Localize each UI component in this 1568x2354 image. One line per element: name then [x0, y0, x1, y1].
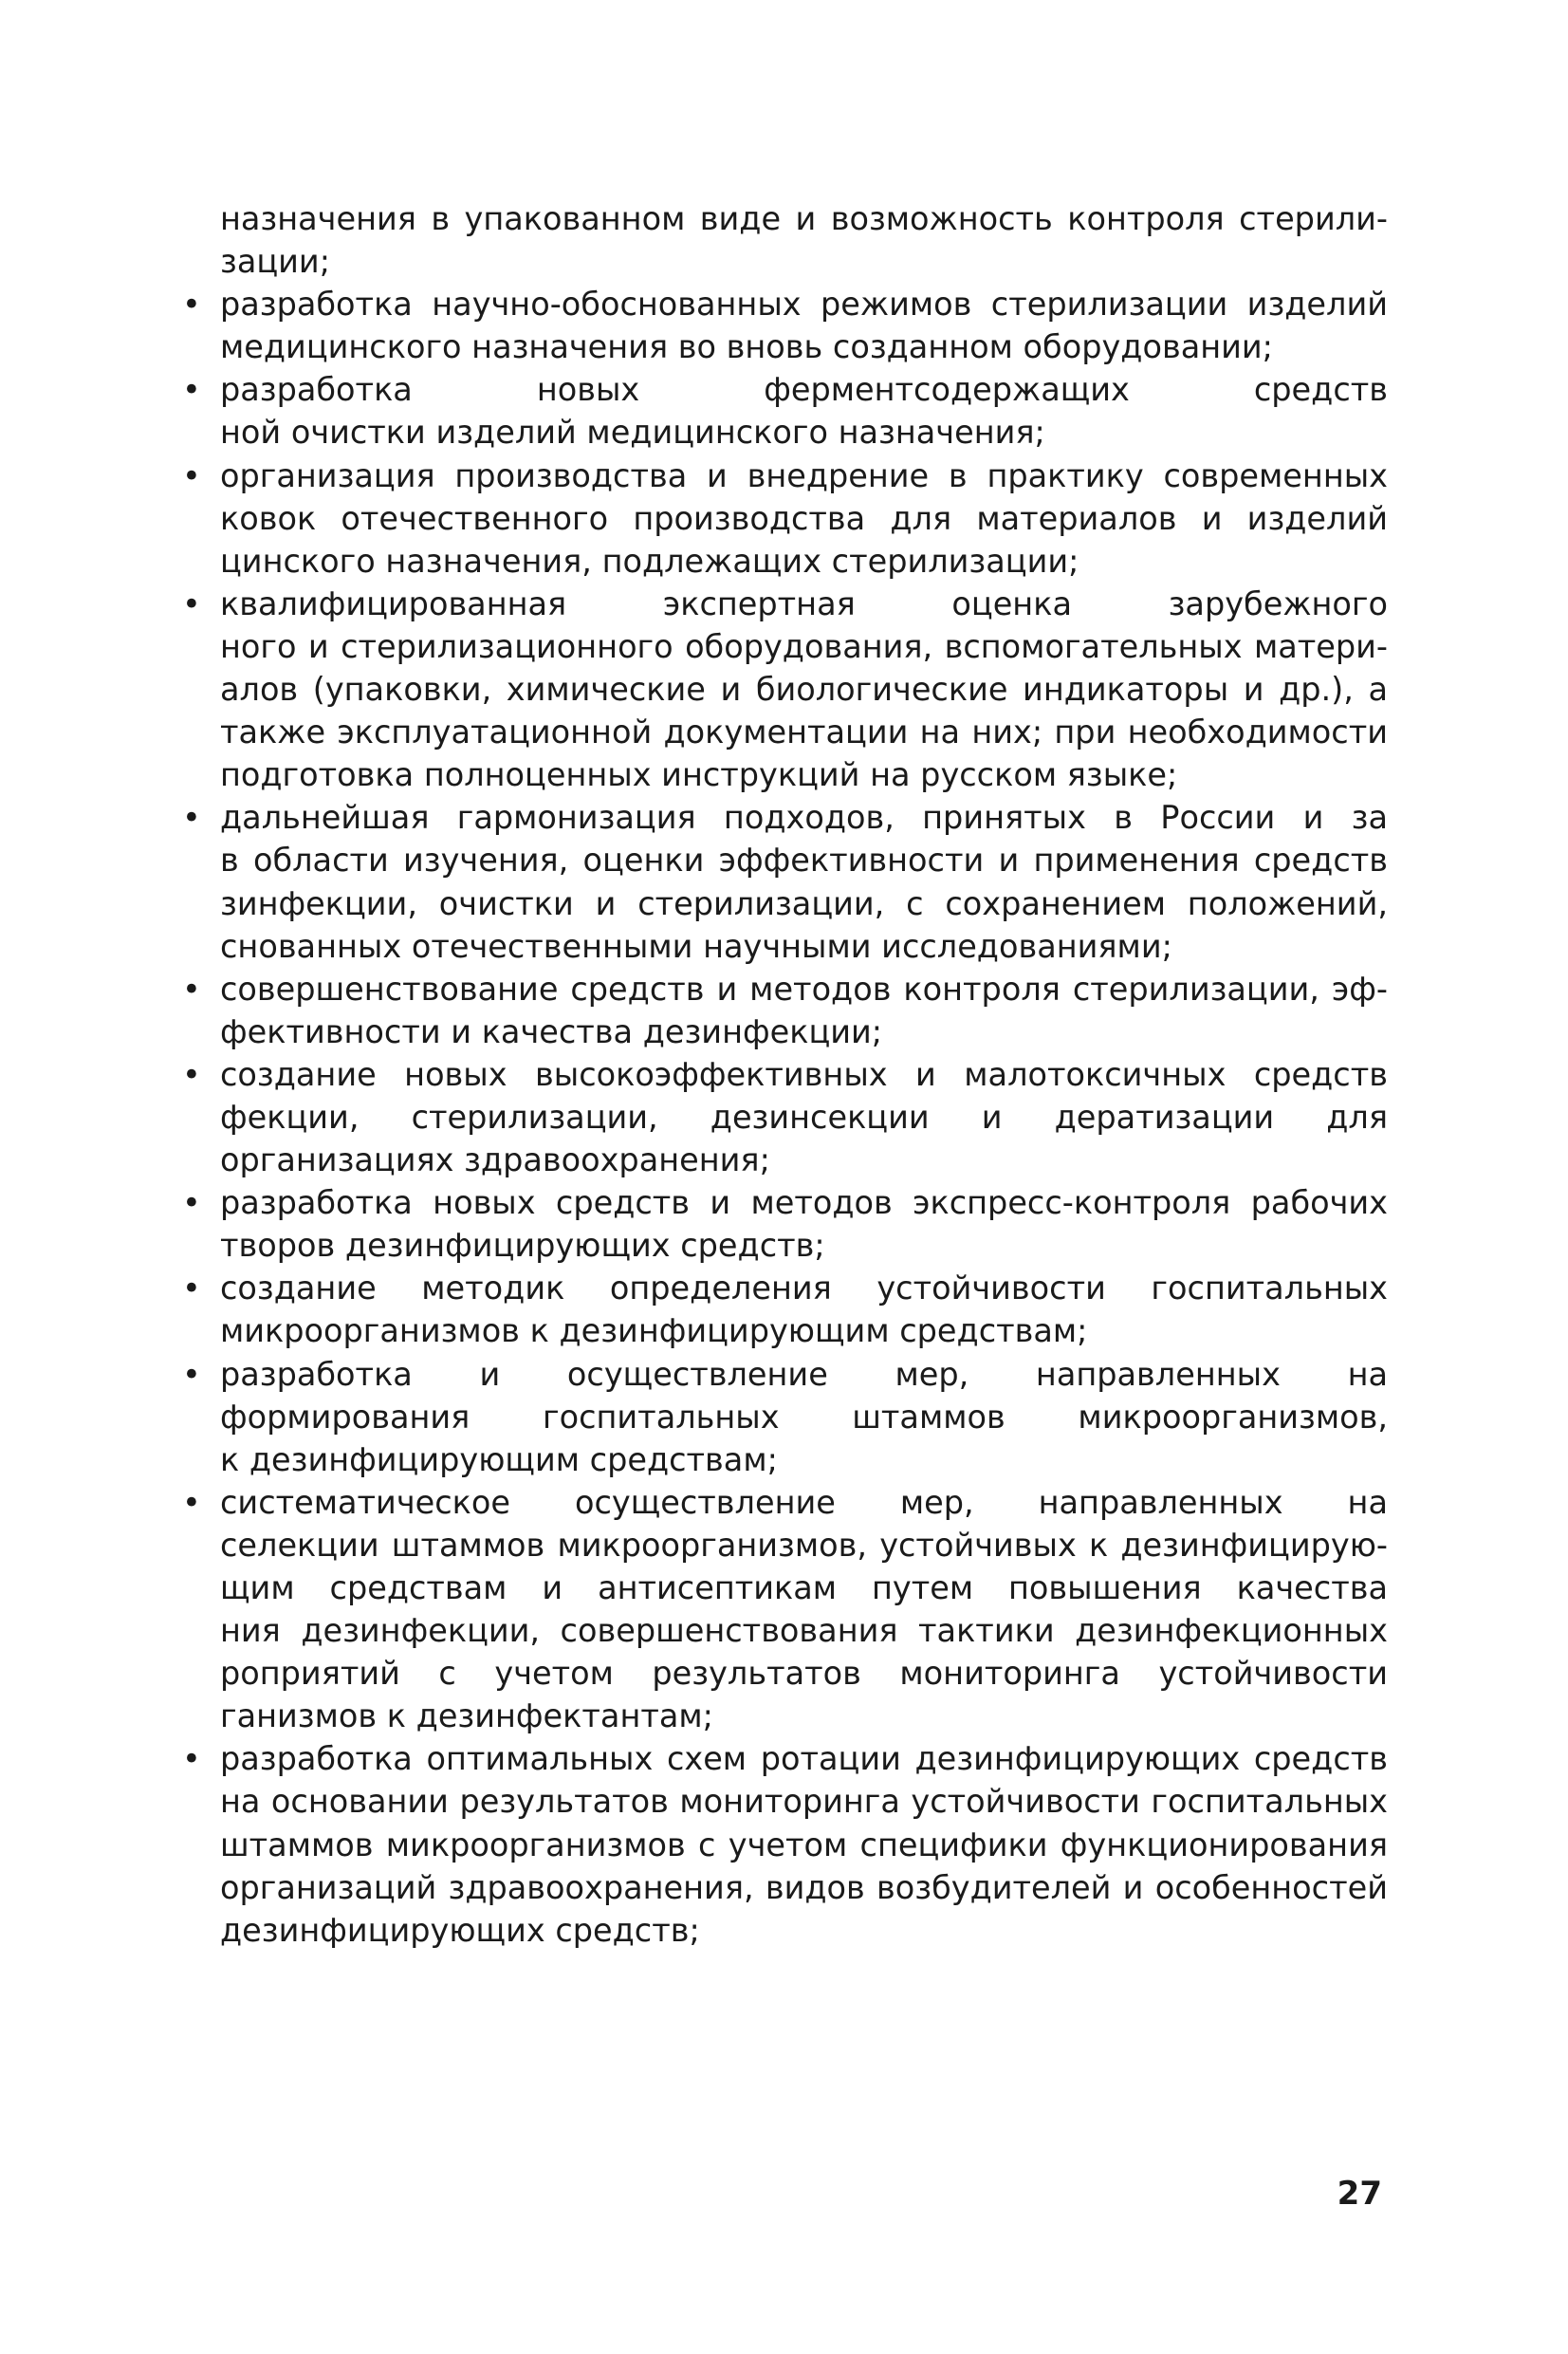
line-text: снованных отечественными научными исследованиями; — [220, 927, 1172, 965]
list-item-first-line — [178, 968, 1388, 1010]
text-line — [178, 1096, 1388, 1139]
bullet-icon: • — [182, 371, 201, 409]
list-item-first-line — [178, 1053, 1388, 1096]
line-text: формирования госпитальных штаммов микроорганизмов, — [220, 1398, 1388, 1436]
bullet-icon: • — [182, 1055, 201, 1093]
text-line — [178, 839, 1388, 881]
text-line — [178, 197, 1388, 240]
text-line — [178, 1139, 1388, 1181]
text-line — [178, 711, 1388, 753]
text-line — [178, 882, 1388, 925]
line-text: алов (упаковки, химические и биологические индикаторы и др.), а — [220, 671, 1388, 709]
line-text: дезинфицирующих средств; — [220, 1911, 700, 1949]
line-text: фекции, стерилизации, дезинсекции и дератизации для — [220, 1098, 1388, 1136]
list-item-first-line — [178, 1181, 1388, 1224]
text-line — [178, 540, 1388, 583]
text-line — [178, 753, 1388, 796]
bullet-icon: • — [182, 456, 201, 494]
line-text: ной очистки изделий медицинского назначения; — [220, 414, 1045, 452]
bullet-icon: • — [182, 286, 201, 324]
line-text: разработка оптимальных схем ротации дезинфицирующих средств — [220, 1740, 1388, 1778]
line-text: фективности и качества дезинфекции; — [220, 1012, 883, 1050]
line-text: совершенствование средств и методов контроля стерилизации, эф- — [220, 970, 1388, 1008]
text-line — [178, 411, 1388, 454]
list-item-first-line — [178, 368, 1388, 411]
text-line — [178, 1224, 1388, 1267]
line-text: создание новых высокоэффективных и малотоксичных средств — [220, 1055, 1388, 1093]
line-text: подготовка полноценных инструкций на русском языке; — [220, 756, 1178, 794]
text-line — [178, 325, 1388, 368]
line-text: организациях здравоохранения; — [220, 1141, 770, 1179]
text-line — [178, 1609, 1388, 1652]
line-text: создание методик определения устойчивости госпитальных — [220, 1270, 1388, 1307]
line-text: роприятий с учетом результатов мониторинга устойчивости — [220, 1655, 1388, 1693]
line-text: ного и стерилизационного оборудования, вспомогательных матери- — [220, 627, 1388, 665]
text-line — [178, 1824, 1388, 1866]
line-text: систематическое осуществление мер, направленных на — [220, 1483, 1388, 1521]
line-text: щим средствам и антисептикам путем повышения качества — [220, 1569, 1388, 1606]
text-line — [178, 1695, 1388, 1737]
list-item-first-line — [178, 796, 1388, 839]
line-text: разработка научно-обоснованных режимов стерилизации изделий — [220, 286, 1388, 324]
list-item-first-line — [178, 454, 1388, 497]
line-text: ния дезинфекции, совершенствования тактики дезинфекционных — [220, 1612, 1388, 1650]
list-item-first-line — [178, 583, 1388, 625]
line-text: цинского назначения, подлежащих стерилизации; — [220, 542, 1079, 580]
list-item-first-line — [178, 283, 1388, 325]
line-text: к дезинфицирующим средствам; — [220, 1440, 778, 1478]
bullet-icon: • — [182, 1483, 201, 1521]
text-line — [178, 1309, 1388, 1352]
text-line — [178, 1866, 1388, 1909]
text-line — [178, 1438, 1388, 1481]
bullet-icon: • — [182, 584, 201, 622]
text-line — [178, 1652, 1388, 1695]
bullet-icon: • — [182, 1184, 201, 1222]
text-line — [178, 1566, 1388, 1609]
text-line — [178, 1780, 1388, 1823]
line-text: зинфекции, очистки и стерилизации, с сохранением положений, — [220, 884, 1388, 922]
line-text: разработка новых ферментсодержащих средств — [220, 371, 1388, 409]
line-text: назначения в упакованном виде и возможность контроля стерили- — [220, 200, 1388, 237]
line-text: разработка и осуществление мер, направленных на — [220, 1355, 1388, 1393]
list-item-first-line — [178, 1353, 1388, 1396]
bullet-icon: • — [182, 1355, 201, 1393]
bullet-icon: • — [182, 799, 201, 837]
line-text: разработка новых средств и методов экспресс-контроля рабочих — [220, 1184, 1388, 1222]
line-text: ганизмов к дезинфектантам; — [220, 1697, 713, 1735]
bullet-icon: • — [182, 1270, 201, 1307]
line-text: квалифицированная экспертная оценка зарубежного — [220, 584, 1388, 622]
text-line — [178, 240, 1388, 283]
text-line — [178, 925, 1388, 968]
text-line — [178, 497, 1388, 540]
text-line — [178, 1010, 1388, 1053]
line-text: зации; — [220, 243, 330, 281]
body-text — [178, 197, 1388, 1952]
page-number: 27 — [1337, 2175, 1382, 2213]
line-text: на основании результатов мониторинга устойчивости госпитальных — [220, 1783, 1388, 1821]
text-line — [178, 668, 1388, 711]
line-text: микроорганизмов к дезинфицирующим средствам; — [220, 1312, 1088, 1350]
line-text: также эксплуатационной документации на них; при необходимости — [220, 714, 1388, 751]
text-line — [178, 1396, 1388, 1438]
line-text: ковок отечественного производства для материалов и изделий — [220, 499, 1388, 537]
line-text: селекции штаммов микроорганизмов, устойчивых к дезинфицирую- — [220, 1526, 1388, 1564]
bullet-icon: • — [182, 1740, 201, 1778]
line-text: штаммов микроорганизмов с учетом специфики функционирования — [220, 1826, 1388, 1863]
list-item-first-line — [178, 1481, 1388, 1524]
text-line — [178, 625, 1388, 668]
bullet-icon: • — [182, 970, 201, 1008]
list-item-first-line — [178, 1267, 1388, 1309]
line-text: организаций здравоохранения, видов возбудителей и особенностей — [220, 1868, 1388, 1906]
line-text: творов дезинфицирующих средств; — [220, 1227, 825, 1265]
text-line — [178, 1909, 1388, 1952]
list-item-first-line — [178, 1737, 1388, 1780]
line-text: медицинского назначения во вновь созданном оборудовании; — [220, 328, 1273, 366]
line-text: организация производства и внедрение в практику современных — [220, 456, 1388, 494]
text-line — [178, 1524, 1388, 1566]
line-text: в области изучения, оценки эффективности и применения средств — [220, 842, 1388, 880]
line-text: дальнейшая гармонизация подходов, принятых в России и за — [220, 799, 1388, 837]
